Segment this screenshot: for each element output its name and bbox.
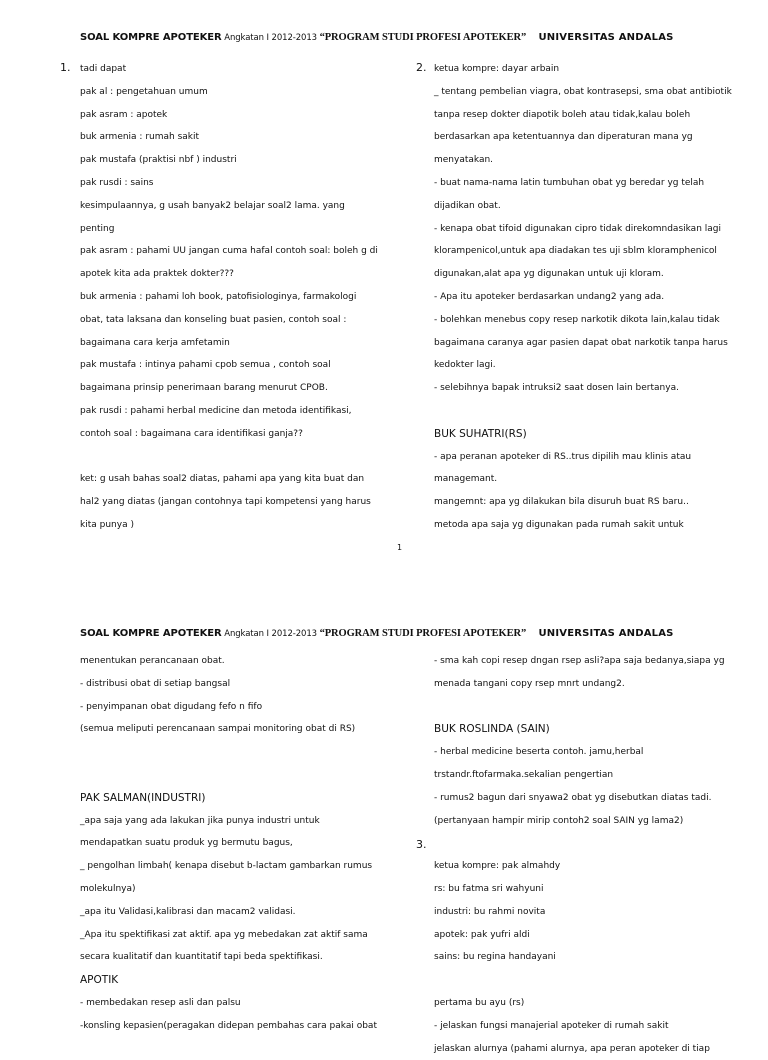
text-line: pak mustafa (praktisi nbf ) industri bbox=[80, 155, 237, 166]
page-gap bbox=[0, 580, 768, 588]
text-line: bagaimana caranya agar pasien dapat obat narkotik tanpa harus bbox=[434, 337, 728, 348]
text-line: rs: bu fatma sri wahyuni bbox=[434, 883, 544, 894]
text-line: menada tangani copy rsep mnrt undang2. bbox=[434, 678, 625, 689]
text-line: pak al : pengetahuan umum bbox=[80, 86, 208, 97]
text-line: pak asram : pahami UU jangan cuma hafal contoh soal: boleh g di bbox=[80, 246, 378, 257]
text-line: apotek kita ada praktek dokter??? bbox=[80, 269, 234, 280]
text-line: _ pengolhan limbah( kenapa disebut b-lactam gambarkan rumus bbox=[80, 861, 373, 872]
right-column bbox=[434, 650, 734, 1060]
text-line: - jelaskan fungsi manajerial apoteker di rumah sakit bbox=[434, 1020, 669, 1031]
text-line: - kenapa obat tifoid digunakan cipro tidak direkomndasikan lagi bbox=[434, 223, 721, 234]
header-program: “PROGRAM STUDI PROFESI APOTEKER” bbox=[319, 628, 527, 639]
text-line: - selebihnya bapak intruksi2 saat dosen lain bertanya. bbox=[434, 383, 679, 394]
text-line: - buat nama-nama latin tumbuhan obat yg beredar yg telah bbox=[434, 177, 705, 188]
text-line bbox=[434, 696, 734, 719]
header-title: SOAL KOMPRE APOTEKER bbox=[80, 32, 222, 43]
text-line: apotek: pak yufri aldi bbox=[434, 929, 530, 940]
text-line: molekulnya) bbox=[80, 883, 136, 894]
text-line: pak rusdi : pahami herbal medicine dan metoda identifikasi, bbox=[80, 405, 352, 416]
header-university: UNIVERSITAS ANDALAS bbox=[538, 32, 674, 43]
text-line bbox=[434, 400, 734, 423]
item-number: 3. bbox=[416, 838, 427, 851]
section-heading: APOTIK bbox=[80, 974, 119, 987]
text-line: secara kualitatif dan kuantitatif tapi beda spektifikasi. bbox=[80, 952, 323, 963]
text-line: ketua kompre: dayar arbain bbox=[434, 64, 560, 74]
text-line: contoh soal : bagaimana cara identifikasi ganja?? bbox=[80, 428, 303, 439]
text-line: trstandr.ftofarmaka.sekalian pengertian bbox=[434, 769, 614, 780]
text-line: pak mustafa : intinya pahami cpob semua , contoh soal bbox=[80, 360, 331, 371]
text-line: bagaimana cara kerja amfetamin bbox=[80, 337, 230, 348]
section-heading: BUK SUHATRI(RS) bbox=[434, 427, 527, 440]
document-page-2 bbox=[0, 588, 768, 1054]
text-line: (pertanyaan hampir mirip contoh2 soal SAIN yg lama2) bbox=[434, 815, 684, 826]
text-line bbox=[434, 969, 734, 992]
text-line: - distribusi obat di setiap bangsal bbox=[80, 678, 231, 689]
text-line: - Apa itu apoteker berdasarkan undang2 yang ada. bbox=[434, 291, 665, 302]
text-line: jelaskan alurnya (pahami alurnya, apa peran apoteker di tiap bbox=[434, 1043, 710, 1054]
text-line: kesimpulaannya, g usah banyak2 belajar soal2 lama. yang bbox=[80, 200, 345, 211]
text-line: pak rusdi : sains bbox=[80, 177, 154, 188]
text-line: menyatakan. bbox=[434, 155, 494, 166]
text-line: pertama bu ayu (rs) bbox=[434, 997, 525, 1008]
text-line: metoda apa saja yg digunakan pada rumah sakit untuk bbox=[434, 519, 684, 530]
text-line: obat, tata laksana dan konseling buat pasien, contoh soal : bbox=[80, 314, 347, 325]
text-line: _ tentang pembelian viagra, obat kontrasepsi, sma obat antibiotik bbox=[434, 86, 732, 97]
text-line: - apa peranan apoteker di RS..trus dipilih mau klinis atau bbox=[434, 451, 692, 462]
header-batch: Angkatan I 2012-2013 bbox=[221, 33, 320, 43]
text-line bbox=[80, 764, 380, 787]
header-university: UNIVERSITAS ANDALAS bbox=[538, 628, 674, 639]
text-line: - bolehkan menebus copy resep narkotik dikota lain,kalau tidak bbox=[434, 314, 720, 325]
text-line: mendapatkan suatu produk yg bermutu bagus, bbox=[80, 838, 293, 849]
text-line: buk armenia : pahami loh book, patofisiologinya, farmakologi bbox=[80, 291, 357, 302]
header-program: “PROGRAM STUDI PROFESI APOTEKER” bbox=[319, 32, 527, 43]
text-line: tadi dapat bbox=[80, 64, 127, 74]
right-column bbox=[434, 58, 734, 537]
item-number: 2. bbox=[416, 61, 427, 74]
text-line: kita punya ) bbox=[80, 519, 134, 530]
page-header bbox=[80, 628, 700, 639]
page-header bbox=[80, 32, 700, 43]
text-line: pak asram : apotek bbox=[80, 109, 168, 120]
text-line: industri: bu rahmi novita bbox=[434, 906, 546, 917]
text-line: (semua meliputi perencanaan sampai monitoring obat di RS) bbox=[80, 724, 356, 735]
section-heading: PAK SALMAN(INDUSTRI) bbox=[80, 791, 206, 804]
text-line: sains: bu regina handayani bbox=[434, 952, 556, 963]
text-line: - penyimpanan obat digudang fefo n fifo bbox=[80, 701, 263, 712]
text-line: managemant. bbox=[434, 474, 498, 485]
text-line: dijadikan obat. bbox=[434, 200, 501, 211]
text-line: - rumus2 bagun dari snyawa2 obat yg disebutkan diatas tadi. bbox=[434, 792, 712, 803]
left-column bbox=[80, 650, 380, 1038]
text-line bbox=[80, 446, 380, 469]
section-heading: BUK ROSLINDA (SAIN) bbox=[434, 723, 550, 736]
header-title: SOAL KOMPRE APOTEKER bbox=[80, 628, 222, 639]
text-line: - sma kah copi resep dngan rsep asli?apa saja bedanya,siapa yg bbox=[434, 656, 725, 666]
text-line: mangemnt: apa yg dilakukan bila disuruh buat RS baru.. bbox=[434, 497, 689, 508]
text-line: - herbal medicine beserta contoh. jamu,herbal bbox=[434, 747, 644, 758]
text-line: tanpa resep dokter diapotik boleh atau tidak,kalau boleh bbox=[434, 109, 691, 120]
text-line: klorampenicol,untuk apa diadakan tes uji sblm kloramphenicol bbox=[434, 246, 717, 257]
text-line: buk armenia : rumah sakit bbox=[80, 132, 200, 143]
text-line bbox=[80, 741, 380, 764]
text-line: ket: g usah bahas soal2 diatas, pahami apa yang kita buat dan bbox=[80, 474, 365, 485]
text-line: -konsling kepasien(peragakan didepan pembahas cara pakai obat bbox=[80, 1020, 377, 1031]
text-line bbox=[434, 832, 734, 855]
text-line: berdasarkan apa ketentuannya dan diperaturan mana yg bbox=[434, 132, 693, 143]
item-number: 1. bbox=[60, 61, 71, 74]
page-number: 1 bbox=[397, 543, 403, 552]
text-line: _apa itu Validasi,kalibrasi dan macam2 validasi. bbox=[80, 906, 296, 917]
text-line: menentukan perancanaan obat. bbox=[80, 656, 225, 666]
text-line: kedokter lagi. bbox=[434, 360, 496, 371]
text-line: _Apa itu spektifikasi zat aktif. apa yg mebedakan zat aktif sama bbox=[80, 929, 368, 940]
text-line: ketua kompre: pak almahdy bbox=[434, 861, 561, 872]
text-line: _apa saja yang ada lakukan jika punya industri untuk bbox=[80, 815, 320, 826]
text-line: penting bbox=[80, 223, 115, 234]
text-line: digunakan,alat apa yg digunakan untuk uji kloram. bbox=[434, 269, 664, 280]
text-line: hal2 yang diatas (jangan contohnya tapi kompetensi yang harus bbox=[80, 497, 371, 508]
header-batch: Angkatan I 2012-2013 bbox=[221, 629, 320, 639]
left-column bbox=[80, 58, 380, 537]
text-line: - membedakan resep asli dan palsu bbox=[80, 997, 241, 1008]
text-line: bagaimana prinsip penerimaan barang menurut CPOB. bbox=[80, 383, 328, 394]
